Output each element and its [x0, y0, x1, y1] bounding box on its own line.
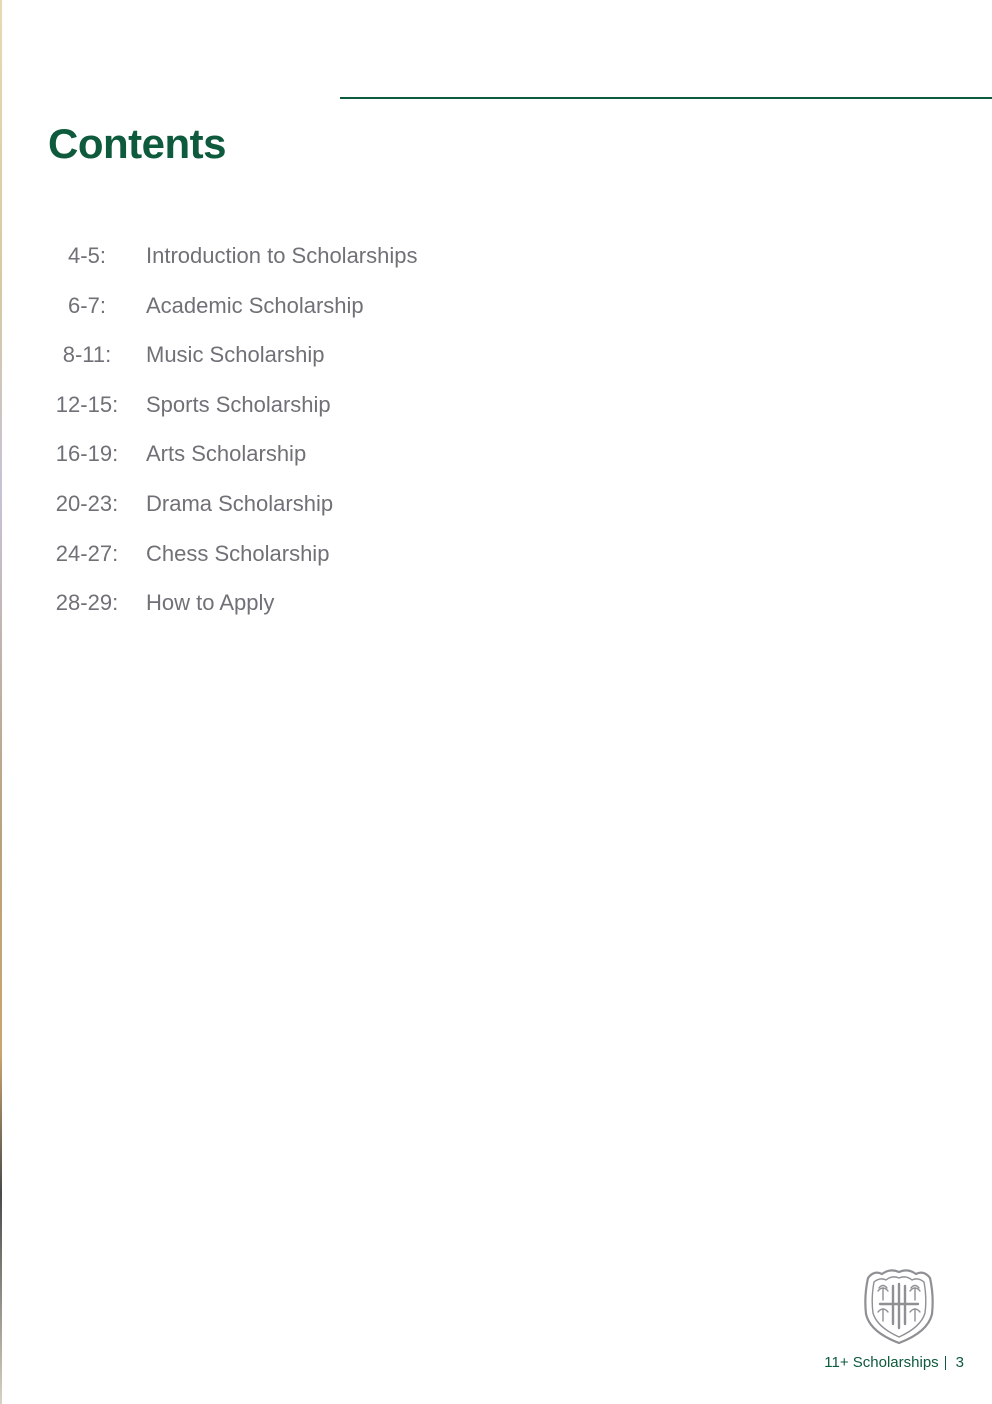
page-title: Contents	[48, 120, 226, 167]
contents-item[interactable]	[48, 441, 418, 491]
contents-item[interactable]	[48, 243, 418, 293]
contents-entry-label: Arts Scholarship	[146, 441, 307, 467]
contents-entry-label: Chess Scholarship	[146, 540, 330, 566]
contents-page-range: 20-23:	[55, 490, 119, 516]
contents-entry-label: Academic Scholarship	[146, 292, 364, 318]
contents-page-range: 16-19:	[55, 441, 119, 467]
contents-item[interactable]	[48, 491, 418, 541]
school-crest-icon	[860, 1266, 938, 1346]
page-footer	[824, 1354, 964, 1371]
contents-entry-label: Drama Scholarship	[146, 490, 334, 516]
contents-page-range: 8-11:	[62, 342, 112, 368]
contents-item[interactable]	[48, 342, 418, 392]
contents-page-range: 6-7:	[68, 292, 106, 318]
page-number: 3	[955, 1354, 964, 1371]
contents-list	[48, 243, 418, 640]
contents-item[interactable]	[48, 392, 418, 442]
contents-entry-label: Introduction to Scholarships	[146, 243, 418, 268]
contents-entry-label: How to Apply	[146, 590, 275, 616]
contents-page-range: 24-27:	[55, 540, 119, 566]
footer-divider	[945, 1356, 946, 1370]
page-edge-strip	[0, 0, 2, 1404]
contents-item[interactable]	[48, 293, 418, 343]
contents-item[interactable]	[48, 590, 418, 640]
contents-page-range: 4-5:	[68, 243, 106, 268]
contents-entry-label: Music Scholarship	[146, 342, 325, 368]
contents-entry-label: Sports Scholarship	[146, 391, 331, 417]
footer-title: 11+ Scholarships	[824, 1354, 939, 1371]
header-rule	[340, 97, 992, 99]
contents-item[interactable]	[48, 541, 418, 591]
contents-page-range: 28-29:	[55, 590, 119, 616]
contents-page-range: 12-15:	[55, 391, 119, 417]
